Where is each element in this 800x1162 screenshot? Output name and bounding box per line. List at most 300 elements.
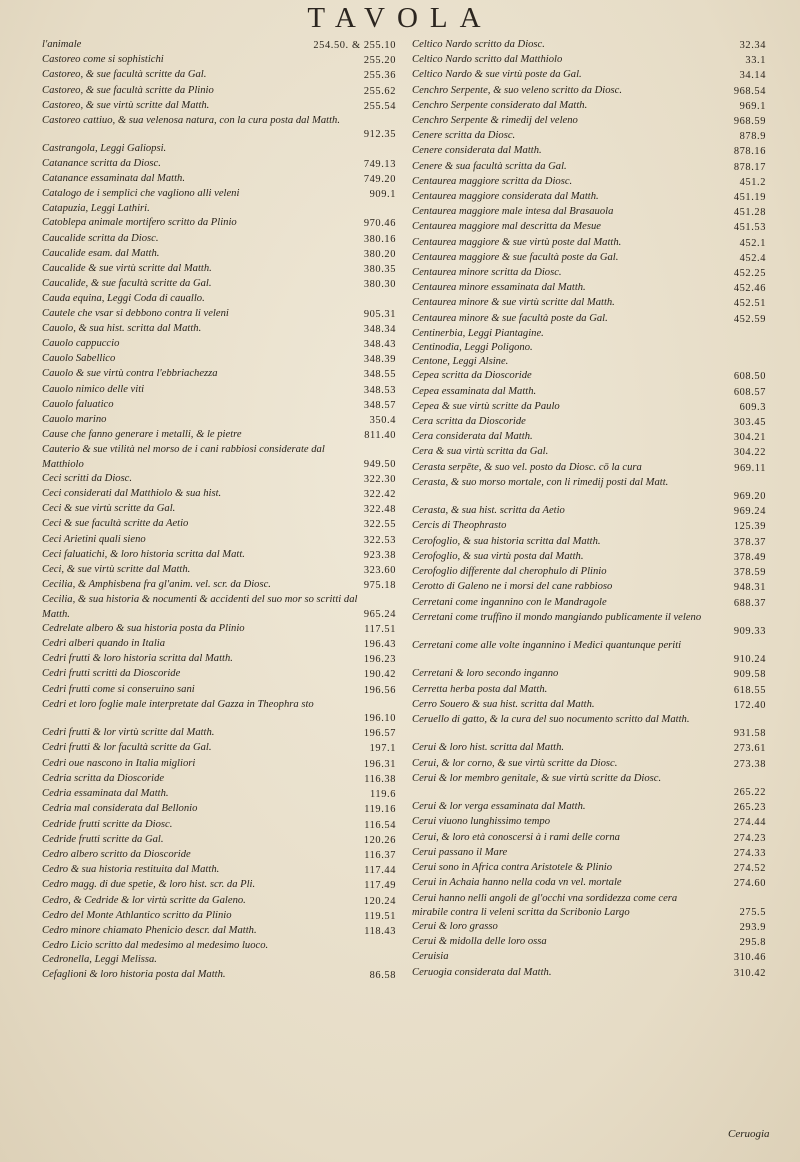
index-entry (412, 772, 766, 800)
index-entry (42, 487, 396, 502)
index-entry (42, 383, 396, 398)
entry-page-reference: 265.23 (733, 802, 766, 814)
entry-text: Castoreo, & sue virtù scritte dal Matth. (42, 99, 210, 111)
index-entry (42, 772, 396, 787)
entry-page-reference: 172.40 (733, 699, 766, 711)
index-entry (42, 953, 396, 967)
index-entry (412, 296, 766, 311)
entry-text: Castrangola, Leggi Galiopsi. (42, 143, 167, 155)
entry-text: Cefaglioni & loro historia posta dal Matth. (42, 968, 226, 980)
entry-text: Cenchro Serpente, & suo veleno scritto da Diosc. (412, 84, 622, 96)
entry-page-reference: 304.22 (733, 447, 766, 459)
entry-text: Cenere scritta da Diosc. (412, 130, 516, 142)
index-entry (42, 818, 396, 833)
index-entry (42, 637, 396, 652)
entry-page-reference: 255.20 (363, 55, 396, 67)
entry-page-reference: 452.51 (733, 298, 766, 310)
entry-page-reference: 749.13 (363, 158, 396, 170)
entry-text: Cedria essaminata dal Matth. (42, 788, 169, 800)
entry-page-reference: 274.33 (733, 847, 766, 859)
entry-text: Cera & sua virtù scritta da Gal. (412, 446, 549, 458)
entry-page-reference: 969.24 (733, 506, 766, 518)
index-entry (412, 861, 766, 876)
entry-text: Centaurea minore essaminata dal Matth. (412, 282, 586, 294)
index-entry (42, 652, 396, 667)
entry-page-reference: 969.1 (739, 100, 766, 112)
entry-text: Cepea scritta da Dioscoride (412, 370, 532, 382)
entry-text: Centaurea maggiore mal descritta da Mesue (412, 221, 601, 233)
index-entry (42, 472, 396, 487)
index-entry (412, 251, 766, 266)
entry-text: Cedro & sua historia restituita dal Matth. (42, 864, 220, 876)
entry-text: Cerasta, & sua hist. scritta da Aetio (412, 505, 565, 517)
entry-page-reference: 348.43 (363, 339, 396, 351)
entry-text: Cenere considerata dal Matth. (412, 145, 542, 157)
entry-page-reference: 274.60 (733, 878, 766, 890)
entry-text: Cerui & lor verga essaminata dal Matth. (412, 801, 586, 813)
index-entry (412, 683, 766, 698)
index-entry (412, 800, 766, 815)
entry-page-reference: 310.42 (733, 967, 766, 979)
index-entry (42, 142, 396, 156)
entry-page-reference: 119.16 (364, 804, 396, 816)
entry-text: Cerofoglio, & sua historia scritta dal Matth. (412, 535, 601, 547)
entry-page-reference: 348.39 (363, 354, 396, 366)
entry-page-reference: 274.23 (733, 832, 766, 844)
entry-text: Cauolo & sue virtù contra l'ebbriachezza (42, 368, 218, 380)
entry-text: Catanance essaminata dal Matth. (42, 172, 186, 184)
entry-text: Cerretta herba posta dal Matth. (412, 683, 548, 695)
entry-page-reference: 196.56 (363, 684, 396, 696)
index-entry (42, 307, 396, 322)
index-entry (42, 157, 396, 172)
index-entry (42, 787, 396, 802)
index-entry (412, 580, 766, 595)
entry-text: Cauolo, & sua hist. scritta dal Matth. (42, 322, 202, 334)
entry-text: Cauolo faluatico (42, 398, 114, 410)
entry-text: Caucalide, & sue facultà scritte da Gal. (42, 278, 212, 290)
entry-page-reference: 949.50 (363, 458, 396, 470)
entry-page-reference: 33.1 (745, 55, 766, 67)
entry-text: Cauolo cappuccio (42, 338, 120, 350)
entry-text: Cerotto di Galeno ne i morsi del cane rabbioso (412, 581, 613, 593)
entry-page-reference: 34.14 (739, 70, 766, 82)
entry-page-reference: 117.44 (364, 865, 396, 877)
entry-text: Cedro Licio scritto dal medesimo al medesimo luoco. (42, 940, 269, 952)
index-entry (42, 924, 396, 939)
index-entry (42, 848, 396, 863)
index-entry (412, 611, 766, 639)
entry-text: Cedri frutti & lor facultà scritte da Gal. (42, 742, 212, 754)
entry-text: Cedri frutti come si conseruino sani (42, 683, 195, 695)
entry-page-reference: 948.31 (733, 582, 766, 594)
entry-page-reference: 451.28 (733, 207, 766, 219)
entry-page-reference: 380.16 (363, 233, 396, 245)
entry-text: Ceruello di gatto, & la cura del suo nocumento scritto dal Matth. (412, 714, 690, 726)
index-entry (412, 327, 766, 341)
entry-text: Cerro Souero & sua hist. scritta dal Matth. (412, 698, 595, 710)
index-entry (42, 84, 396, 99)
entry-text: Cerui passano il Mare (412, 846, 508, 858)
entry-text: Cedri et loro foglie male interpretate dal Gazza in Theophra sto (42, 698, 314, 710)
index-entry (42, 277, 396, 292)
entry-page-reference: 322.42 (363, 489, 396, 501)
entry-page-reference: 196.43 (363, 639, 396, 651)
entry-page-reference: 378.37 (733, 536, 766, 548)
entry-page-reference: 190.42 (363, 669, 396, 681)
entry-page-reference: 119.51 (364, 910, 396, 922)
entry-page-reference: 878.9 (739, 131, 766, 143)
entry-page-reference: 322.55 (363, 519, 396, 531)
entry-text: Cedride frutti scritte da Gal. (42, 833, 164, 845)
entry-page-reference: 811.40 (364, 430, 396, 442)
index-entry (42, 322, 396, 337)
index-entry (42, 683, 396, 698)
entry-page-reference: 608.50 (733, 371, 766, 383)
entry-text: Cera considerata dal Matth. (412, 431, 533, 443)
entry-text: Cerui & midolla delle loro ossa (412, 936, 547, 948)
entry-text: Cerui viuono lunghissimo tempo (412, 816, 551, 828)
entry-text: Centaurea maggiore & sue virtù poste dal Matth. (412, 236, 622, 248)
index-entry (412, 461, 766, 476)
entry-page-reference: 303.45 (733, 417, 766, 429)
index-entry (412, 565, 766, 580)
entry-page-reference: 348.55 (363, 369, 396, 381)
entry-text: Cauterio & sue vtilità nel morso de i cani rabbiosi considerate dal Matthiolo (42, 444, 325, 470)
entry-page-reference: 968.59 (733, 116, 766, 128)
entry-text: Cerofoglio, & sua virtù posta dal Matth. (412, 550, 584, 562)
entry-page-reference: 322.30 (363, 473, 396, 485)
entry-text: Cenere & sua facultà scritta da Gal. (412, 160, 567, 172)
index-entry (42, 878, 396, 893)
index-entry (42, 698, 396, 726)
catchword: Ceruogia (728, 1128, 770, 1140)
entry-page-reference: 909.1 (369, 189, 396, 201)
entry-text: Cepea & sue virtù scritte da Paulo (412, 400, 560, 412)
index-entry (412, 205, 766, 220)
entry-page-reference: 323.60 (363, 565, 396, 577)
index-entry (412, 713, 766, 741)
index-entry (42, 367, 396, 382)
index-entry (412, 504, 766, 519)
index-entry (42, 968, 396, 983)
entry-text: Cedro albero scritto da Dioscoride (42, 848, 191, 860)
index-entry (412, 355, 766, 369)
entry-text: Cenchro Serpente considerato dal Matth. (412, 99, 588, 111)
index-entry (412, 266, 766, 281)
index-entry (412, 38, 766, 53)
index-entry (42, 563, 396, 578)
index-entry (412, 966, 766, 981)
index-entry (412, 415, 766, 430)
index-entry (412, 400, 766, 415)
index-entry (412, 950, 766, 965)
entry-page-reference: 452.46 (733, 283, 766, 295)
entry-text: Catanance scritta da Diosc. (42, 157, 161, 169)
index-entry (42, 802, 396, 817)
index-entry (412, 892, 766, 920)
index-entry (42, 443, 396, 471)
entry-page-reference: 116.37 (364, 849, 396, 861)
index-entry (412, 876, 766, 891)
entry-page-reference: 32.34 (739, 40, 766, 51)
index-entry (42, 833, 396, 848)
entry-page-reference: 452.1 (739, 237, 766, 249)
index-entry (42, 216, 396, 231)
entry-page-reference: 116.54 (364, 819, 396, 831)
index-entry (42, 741, 396, 756)
entry-text: Cerasta, & suo morso mortale, con li rimedij posti dal Matt. (412, 476, 669, 488)
entry-text: Centinodia, Leggi Poligono. (412, 342, 533, 354)
index-entry (42, 502, 396, 517)
entry-page-reference: 196.23 (363, 654, 396, 666)
entry-page-reference: 905.31 (363, 308, 396, 320)
entry-text: Catalogo de i semplici che vagliono alli veleni (42, 188, 240, 200)
entry-text: Catapuzia, Leggi Lathiri. (42, 203, 150, 215)
entry-text: Castoreo, & sue facultà scritte da Gal. (42, 69, 207, 81)
entry-text: Catoblepa animale mortifero scritto da Plinio (42, 217, 237, 229)
entry-page-reference: 609.3 (739, 401, 766, 413)
entry-text: Cerasta serpēte, & suo vel. posto da Diosc. cō la cura (412, 461, 642, 473)
entry-text: Cerofoglio differente dal cherophulo di Plinio (412, 566, 607, 578)
entry-page-reference: 348.34 (363, 323, 396, 335)
index-entry (412, 831, 766, 846)
entry-text: Cedro, & Cedride & lor virtù scritte da Galeno. (42, 894, 246, 906)
index-entry (412, 935, 766, 950)
right-column (412, 38, 766, 981)
index-entry (42, 114, 396, 142)
entry-text: Cedrelate albero & sua historia posta da Plinio (42, 622, 245, 634)
index-entry (412, 757, 766, 772)
entry-text: Centinerbia, Leggi Piantagine. (412, 327, 544, 339)
entry-page-reference: 380.30 (363, 279, 396, 291)
index-entry (42, 578, 396, 593)
entry-text: Ceci scritti da Diosc. (42, 472, 133, 484)
entry-page-reference: 125.39 (733, 521, 766, 533)
index-entry (42, 53, 396, 68)
index-entry (412, 84, 766, 99)
entry-page-reference: 197.1 (369, 743, 396, 755)
index-entry (412, 815, 766, 830)
index-entry (412, 667, 766, 682)
entry-page-reference: 322.48 (363, 504, 396, 516)
index-entry (42, 726, 396, 741)
entry-text: Cerui in Achaia hanno nella coda vn vel. mortale (412, 877, 622, 889)
entry-page-reference: 878.16 (733, 146, 766, 158)
entry-text: Celtico Nardo scritto dal Matthiolo (412, 54, 563, 66)
entry-text: Celtico Nardo & sue virtù poste da Gal. (412, 69, 582, 81)
entry-page-reference: 304.21 (733, 432, 766, 444)
index-entry (412, 445, 766, 460)
entry-page-reference (720, 355, 766, 356)
entry-text: Cepea essaminata dal Matth. (412, 385, 537, 397)
entry-page-reference: 273.61 (733, 743, 766, 755)
index-entry (412, 385, 766, 400)
entry-page-reference: 970.46 (363, 218, 396, 230)
index-entry (42, 517, 396, 532)
entry-text: Cedria mal considerata dal Bellonio (42, 803, 198, 815)
entry-page-reference: 452.25 (733, 268, 766, 280)
entry-text: Cedri oue nascono in Italia migliori (42, 757, 196, 769)
index-entry (412, 175, 766, 190)
entry-text: Cause che fanno generare i metalli, & le pietre (42, 429, 242, 441)
entry-page-reference: 117.49 (364, 880, 396, 892)
entry-text: Cautele che vsar si debbono contra li veleni (42, 307, 229, 319)
index-entry (42, 757, 396, 772)
entry-page-reference: 380.20 (363, 248, 396, 260)
entry-text: Cedria scritta da Dioscoride (42, 772, 165, 784)
entry-text: Cerui hanno nelli angoli de gl'occhi vna sordidezza come cera mirabile contra li veleni scritta da Scribonio Largo (412, 892, 678, 918)
entry-page-reference: 255.62 (363, 85, 396, 97)
entry-page-reference: 378.59 (733, 567, 766, 579)
entry-text: Cerretani come truffino il mondo mangiando publicamente il veleno (412, 611, 702, 623)
entry-text: Ceruogia considerata dal Matth. (412, 966, 552, 978)
index-entry (412, 846, 766, 861)
index-entry (42, 38, 396, 53)
entry-text: Cerui & lor membro genitale, & sue virtù scritte da Diosc. (412, 772, 662, 784)
entry-text: Centaurea minore scritta da Diosc. (412, 267, 562, 279)
index-entry (412, 519, 766, 534)
index-entry (412, 160, 766, 175)
entry-page-reference: 348.57 (363, 399, 396, 411)
entry-text: Caucalide scritta da Diosc. (42, 232, 159, 244)
index-entry (42, 99, 396, 114)
index-entry (42, 863, 396, 878)
entry-text: Cedri frutti scritti da Dioscoride (42, 668, 181, 680)
entry-page-reference: 931.58 (733, 728, 766, 740)
entry-page-reference: 293.9 (739, 921, 766, 933)
entry-page-reference: 273.38 (733, 758, 766, 770)
entry-text: Cerui sono in Africa contra Aristotele & Plinio (412, 862, 613, 874)
entry-text: Cerretani & loro secondo inganno (412, 668, 559, 680)
entry-page-reference: 618.55 (733, 684, 766, 696)
index-entry (42, 247, 396, 262)
index-entry (412, 596, 766, 611)
index-entry (42, 292, 396, 306)
index-entry (412, 281, 766, 296)
entry-text: Centaurea maggiore scritta da Diosc. (412, 175, 573, 187)
entry-page-reference: 120.24 (363, 895, 396, 907)
entry-text: Cerui, & loro età conoscersi à i rami delle corna (412, 831, 620, 843)
entry-text: Ceci & sue facultà scritte da Aetio (42, 518, 189, 530)
entry-page-reference: 274.52 (733, 863, 766, 875)
index-entry (412, 68, 766, 83)
entry-page-reference: 254.50. & 255.10 (313, 40, 396, 51)
entry-page-reference: 310.46 (733, 952, 766, 964)
entry-text: Centaurea maggiore considerata dal Matth. (412, 191, 599, 203)
entry-text: Cedro minore chiamato Phenicio descr. dal Matth. (42, 924, 257, 936)
entry-text: Cauolo nimico delle viti (42, 383, 145, 395)
entry-text: Cedri frutti & lor virtù scritte dal Matth. (42, 727, 215, 739)
entry-page-reference: 196.31 (363, 758, 396, 770)
entry-page-reference: 452.59 (733, 313, 766, 325)
entry-page-reference: 86.58 (369, 969, 396, 981)
entry-page-reference (720, 327, 766, 328)
entry-page-reference: 452.4 (739, 252, 766, 264)
page-title: TAVOLA (307, 2, 493, 34)
index-entry (42, 202, 396, 216)
index-entry (412, 99, 766, 114)
index-entry (42, 939, 396, 953)
entry-text: Cecilia, & Amphisbena fra gl'anim. vel. scr. da Diosc. (42, 579, 271, 591)
index-entry (42, 398, 396, 413)
entry-page-reference: 350.4 (369, 415, 396, 427)
entry-page-reference: 196.57 (363, 728, 396, 740)
entry-text: Cedro del Monte Athlantico scritto da Plinio (42, 909, 232, 921)
index-entry (412, 535, 766, 550)
entry-page-reference: 451.2 (739, 176, 766, 188)
index-entry (42, 909, 396, 924)
entry-page-reference: 322.53 (363, 534, 396, 546)
index-entry (412, 114, 766, 129)
entry-page-reference: 348.53 (363, 384, 396, 396)
entry-page-reference (720, 341, 766, 342)
index-entry (412, 220, 766, 235)
index-entry (412, 312, 766, 327)
index-entry (412, 53, 766, 68)
entry-text: Cedri alberi quando in Italia (42, 638, 166, 650)
entry-text: Cauolo marino (42, 414, 107, 426)
entry-page-reference: 117.51 (364, 623, 396, 635)
index-entry (42, 187, 396, 202)
entry-page-reference: 378.49 (733, 551, 766, 563)
entry-page-reference: 255.54 (363, 100, 396, 112)
entry-page-reference: 688.37 (733, 597, 766, 609)
entry-text: Ceci considerati dal Matthiolo & sua hist. (42, 488, 222, 500)
entry-text: Cerui & loro hist. scritta dal Matth. (412, 742, 565, 754)
entry-text: Centaurea minore & sue facultà poste da Gal. (412, 312, 608, 324)
index-entry (412, 741, 766, 756)
entry-text: Cauda equina, Leggi Coda di cauallo. (42, 293, 205, 305)
entry-text: Cedride frutti scritte da Diosc. (42, 818, 173, 830)
entry-page-reference: 608.57 (733, 386, 766, 398)
left-column (42, 38, 396, 983)
index-entry (412, 236, 766, 251)
index-entry (42, 593, 396, 621)
entry-text: Castoreo come si sophistichi (42, 54, 164, 66)
index-entry (42, 667, 396, 682)
index-entry (42, 413, 396, 428)
entry-page-reference: 910.24 (733, 654, 766, 666)
index-entry (412, 190, 766, 205)
entry-page-reference: 878.17 (733, 161, 766, 173)
entry-text: Cedri frutti & loro historia scritta dal Matth. (42, 653, 233, 665)
entry-page-reference: 923.38 (363, 549, 396, 561)
entry-text: Ceci faluatichi, & loro historia scritta dal Matt. (42, 548, 245, 560)
index-entry (42, 68, 396, 83)
entry-text: Cercis di Theophrasto (412, 520, 507, 532)
entry-page-reference: 120.26 (363, 834, 396, 846)
index-entry (42, 622, 396, 637)
entry-page-reference: 451.19 (733, 192, 766, 204)
entry-page-reference: 274.44 (733, 817, 766, 829)
index-entry (412, 430, 766, 445)
index-entry (412, 369, 766, 384)
index-entry (42, 428, 396, 443)
index-entry (42, 894, 396, 909)
entry-page-reference: 275.5 (739, 906, 766, 918)
index-entry (412, 476, 766, 504)
entry-text: Ceci & sue virtù scritte da Gal. (42, 503, 176, 515)
entry-text: Cecilia, & sua historia & nocumenti & accidenti del suo mor so scritti dal Matth. (42, 594, 358, 620)
index-entry (42, 548, 396, 563)
index-entry (412, 129, 766, 144)
entry-text: Cera scritta da Dioscoride (412, 416, 526, 428)
entry-page-reference: 749.20 (363, 173, 396, 185)
entry-text: Cedronella, Leggi Melissa. (42, 954, 157, 966)
entry-page-reference: 116.38 (364, 773, 396, 785)
entry-page-reference: 255.36 (363, 70, 396, 82)
